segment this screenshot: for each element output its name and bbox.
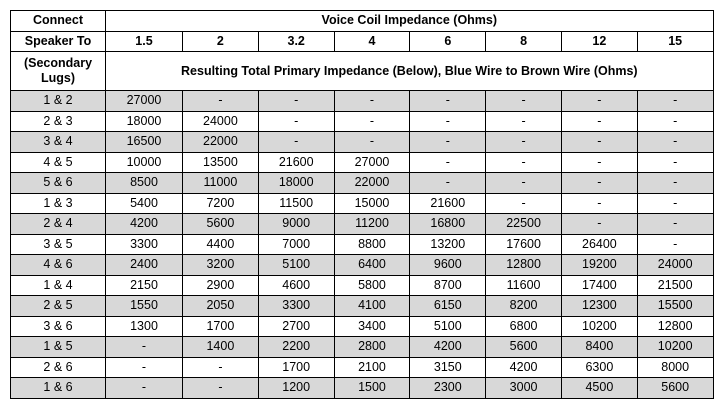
impedance-value-cell: 8000 <box>637 357 713 378</box>
impedance-value-cell: 8500 <box>106 173 183 194</box>
impedance-value-cell: 16500 <box>106 132 183 153</box>
impedance-value-cell: - <box>334 132 410 153</box>
impedance-value-cell: 12800 <box>637 316 713 337</box>
lugs-cell: 3 & 4 <box>11 132 106 153</box>
impedance-value-cell: - <box>637 173 713 194</box>
impedance-value-cell: 2800 <box>334 337 410 358</box>
impedance-value-cell: - <box>106 378 183 399</box>
header-row-1 <box>11 11 714 32</box>
impedance-value-cell: - <box>486 193 562 214</box>
impedance-value-cell: - <box>486 152 562 173</box>
impedance-value-cell: 3150 <box>410 357 486 378</box>
impedance-value-cell: - <box>637 111 713 132</box>
impedance-value-cell: 19200 <box>561 255 637 276</box>
impedance-value-cell: 17600 <box>486 234 562 255</box>
impedance-value-cell: 27000 <box>106 91 183 112</box>
impedance-value-cell: - <box>486 132 562 153</box>
impedance-value-cell: 8700 <box>410 275 486 296</box>
impedance-value-cell: 5100 <box>258 255 334 276</box>
impedance-value-cell: 12300 <box>561 296 637 317</box>
impedance-value-cell: 4500 <box>561 378 637 399</box>
impedance-value-cell: - <box>106 337 183 358</box>
lugs-cell: 1 & 6 <box>11 378 106 399</box>
impedance-value-cell: 1200 <box>258 378 334 399</box>
secondary-lugs-header: (Secondary Lugs) <box>11 52 106 91</box>
impedance-value-cell: - <box>486 173 562 194</box>
table-row <box>11 173 714 194</box>
table-row <box>11 132 714 153</box>
speaker-to-header: Speaker To <box>11 31 106 52</box>
lugs-cell: 3 & 6 <box>11 316 106 337</box>
impedance-header-cell: 2 <box>183 31 259 52</box>
table-row <box>11 152 714 173</box>
table-row <box>11 91 714 112</box>
impedance-value-cell: 3400 <box>334 316 410 337</box>
impedance-header-cell: 3.2 <box>258 31 334 52</box>
impedance-value-cell: 1400 <box>183 337 259 358</box>
lugs-cell: 1 & 5 <box>11 337 106 358</box>
table-row <box>11 357 714 378</box>
impedance-value-cell: - <box>637 91 713 112</box>
lugs-cell: 4 & 6 <box>11 255 106 276</box>
impedance-header-cell: 15 <box>637 31 713 52</box>
impedance-value-cell: - <box>410 132 486 153</box>
impedance-value-cell: 22500 <box>486 214 562 235</box>
resulting-impedance-header: Resulting Total Primary Impedance (Below), Blue Wire to Brown Wire (Ohms) <box>106 52 714 91</box>
impedance-value-cell: 4600 <box>258 275 334 296</box>
impedance-value-cell: 2400 <box>106 255 183 276</box>
impedance-value-cell: - <box>486 91 562 112</box>
impedance-value-cell: - <box>410 173 486 194</box>
impedance-value-cell: 18000 <box>258 173 334 194</box>
impedance-value-cell: 7000 <box>258 234 334 255</box>
impedance-header-cell: 6 <box>410 31 486 52</box>
impedance-value-cell: 18000 <box>106 111 183 132</box>
impedance-value-cell: - <box>410 152 486 173</box>
impedance-value-cell: - <box>637 152 713 173</box>
impedance-value-cell: 21600 <box>258 152 334 173</box>
lugs-cell: 2 & 6 <box>11 357 106 378</box>
table-row <box>11 275 714 296</box>
impedance-value-cell: 21600 <box>410 193 486 214</box>
impedance-header-cell: 8 <box>486 31 562 52</box>
impedance-value-cell: 13200 <box>410 234 486 255</box>
impedance-value-cell: 9600 <box>410 255 486 276</box>
impedance-table <box>10 10 714 399</box>
impedance-value-cell: 1550 <box>106 296 183 317</box>
impedance-value-cell: 15500 <box>637 296 713 317</box>
impedance-value-cell: 11000 <box>183 173 259 194</box>
header-row-2 <box>11 31 714 52</box>
impedance-value-cell: 10000 <box>106 152 183 173</box>
impedance-value-cell: 10200 <box>561 316 637 337</box>
impedance-value-cell: 13500 <box>183 152 259 173</box>
impedance-value-cell: 2100 <box>334 357 410 378</box>
impedance-value-cell: 11500 <box>258 193 334 214</box>
impedance-value-cell: - <box>637 234 713 255</box>
impedance-value-cell: - <box>637 214 713 235</box>
impedance-value-cell: 22000 <box>334 173 410 194</box>
impedance-value-cell: 6300 <box>561 357 637 378</box>
header-row-3 <box>11 52 714 91</box>
impedance-value-cell: 4100 <box>334 296 410 317</box>
lugs-cell: 2 & 5 <box>11 296 106 317</box>
lugs-cell: 2 & 3 <box>11 111 106 132</box>
impedance-header-cell: 12 <box>561 31 637 52</box>
impedance-value-cell: 24000 <box>637 255 713 276</box>
impedance-header-cell: 1.5 <box>106 31 183 52</box>
table-row <box>11 316 714 337</box>
impedance-value-cell: 2200 <box>258 337 334 358</box>
table-row <box>11 111 714 132</box>
impedance-value-cell: 16800 <box>410 214 486 235</box>
impedance-value-cell: - <box>258 91 334 112</box>
impedance-value-cell: 3000 <box>486 378 562 399</box>
impedance-value-cell: 2700 <box>258 316 334 337</box>
impedance-value-cell: 15000 <box>334 193 410 214</box>
impedance-value-cell: - <box>183 378 259 399</box>
impedance-value-cell: - <box>410 91 486 112</box>
impedance-value-cell: - <box>258 111 334 132</box>
impedance-value-cell: 1700 <box>183 316 259 337</box>
impedance-value-cell: 3200 <box>183 255 259 276</box>
impedance-value-cell: 6150 <box>410 296 486 317</box>
impedance-value-cell: - <box>561 214 637 235</box>
impedance-value-cell: 4400 <box>183 234 259 255</box>
impedance-value-cell: 8200 <box>486 296 562 317</box>
lugs-cell: 1 & 3 <box>11 193 106 214</box>
impedance-value-cell: 5600 <box>486 337 562 358</box>
impedance-value-cell: 6400 <box>334 255 410 276</box>
lugs-cell: 4 & 5 <box>11 152 106 173</box>
table-row <box>11 255 714 276</box>
impedance-header-cell: 4 <box>334 31 410 52</box>
impedance-value-cell: 12800 <box>486 255 562 276</box>
table-row <box>11 337 714 358</box>
impedance-value-cell: - <box>561 111 637 132</box>
impedance-value-cell: 26400 <box>561 234 637 255</box>
impedance-value-cell: 4200 <box>410 337 486 358</box>
lugs-cell: 1 & 4 <box>11 275 106 296</box>
impedance-value-cell: 1700 <box>258 357 334 378</box>
table-row <box>11 214 714 235</box>
impedance-value-cell: 1500 <box>334 378 410 399</box>
lugs-cell: 3 & 5 <box>11 234 106 255</box>
impedance-value-cell: 22000 <box>183 132 259 153</box>
table-row <box>11 234 714 255</box>
impedance-value-cell: 3300 <box>106 234 183 255</box>
impedance-value-cell: - <box>106 357 183 378</box>
impedance-value-cell: 17400 <box>561 275 637 296</box>
table-row <box>11 378 714 399</box>
impedance-value-cell: - <box>183 357 259 378</box>
impedance-value-cell: - <box>183 91 259 112</box>
impedance-value-cell: - <box>334 91 410 112</box>
impedance-value-cell: - <box>258 132 334 153</box>
impedance-value-cell: - <box>637 193 713 214</box>
lugs-cell: 2 & 4 <box>11 214 106 235</box>
impedance-value-cell: - <box>410 111 486 132</box>
impedance-value-cell: - <box>561 91 637 112</box>
impedance-value-cell: 11200 <box>334 214 410 235</box>
impedance-value-cell: 2150 <box>106 275 183 296</box>
impedance-value-cell: 9000 <box>258 214 334 235</box>
impedance-value-cell: - <box>637 132 713 153</box>
impedance-value-cell: - <box>561 193 637 214</box>
impedance-value-cell: 11600 <box>486 275 562 296</box>
lugs-cell: 1 & 2 <box>11 91 106 112</box>
impedance-value-cell: 5600 <box>637 378 713 399</box>
impedance-value-cell: 6800 <box>486 316 562 337</box>
impedance-value-cell: 5100 <box>410 316 486 337</box>
impedance-value-cell: - <box>561 173 637 194</box>
impedance-value-cell: 27000 <box>334 152 410 173</box>
impedance-value-cell: 21500 <box>637 275 713 296</box>
impedance-value-cell: 3300 <box>258 296 334 317</box>
table-row <box>11 296 714 317</box>
connect-header: Connect <box>11 11 106 32</box>
impedance-value-cell: 2300 <box>410 378 486 399</box>
impedance-value-cell: 5600 <box>183 214 259 235</box>
impedance-value-cell: 1300 <box>106 316 183 337</box>
table-body <box>11 91 714 399</box>
impedance-value-cell: 4200 <box>486 357 562 378</box>
voice-coil-header: Voice Coil Impedance (Ohms) <box>106 11 714 32</box>
impedance-value-cell: 2050 <box>183 296 259 317</box>
impedance-value-cell: - <box>561 152 637 173</box>
impedance-value-cell: 5400 <box>106 193 183 214</box>
impedance-value-cell: 4200 <box>106 214 183 235</box>
lugs-cell: 5 & 6 <box>11 173 106 194</box>
impedance-value-cell: 8400 <box>561 337 637 358</box>
table-row <box>11 193 714 214</box>
impedance-value-cell: 7200 <box>183 193 259 214</box>
impedance-value-cell: - <box>334 111 410 132</box>
impedance-value-cell: 8800 <box>334 234 410 255</box>
impedance-value-cell: - <box>486 111 562 132</box>
impedance-value-cell: 5800 <box>334 275 410 296</box>
impedance-value-cell: - <box>561 132 637 153</box>
impedance-value-cell: 2900 <box>183 275 259 296</box>
impedance-value-cell: 24000 <box>183 111 259 132</box>
impedance-value-cell: 10200 <box>637 337 713 358</box>
